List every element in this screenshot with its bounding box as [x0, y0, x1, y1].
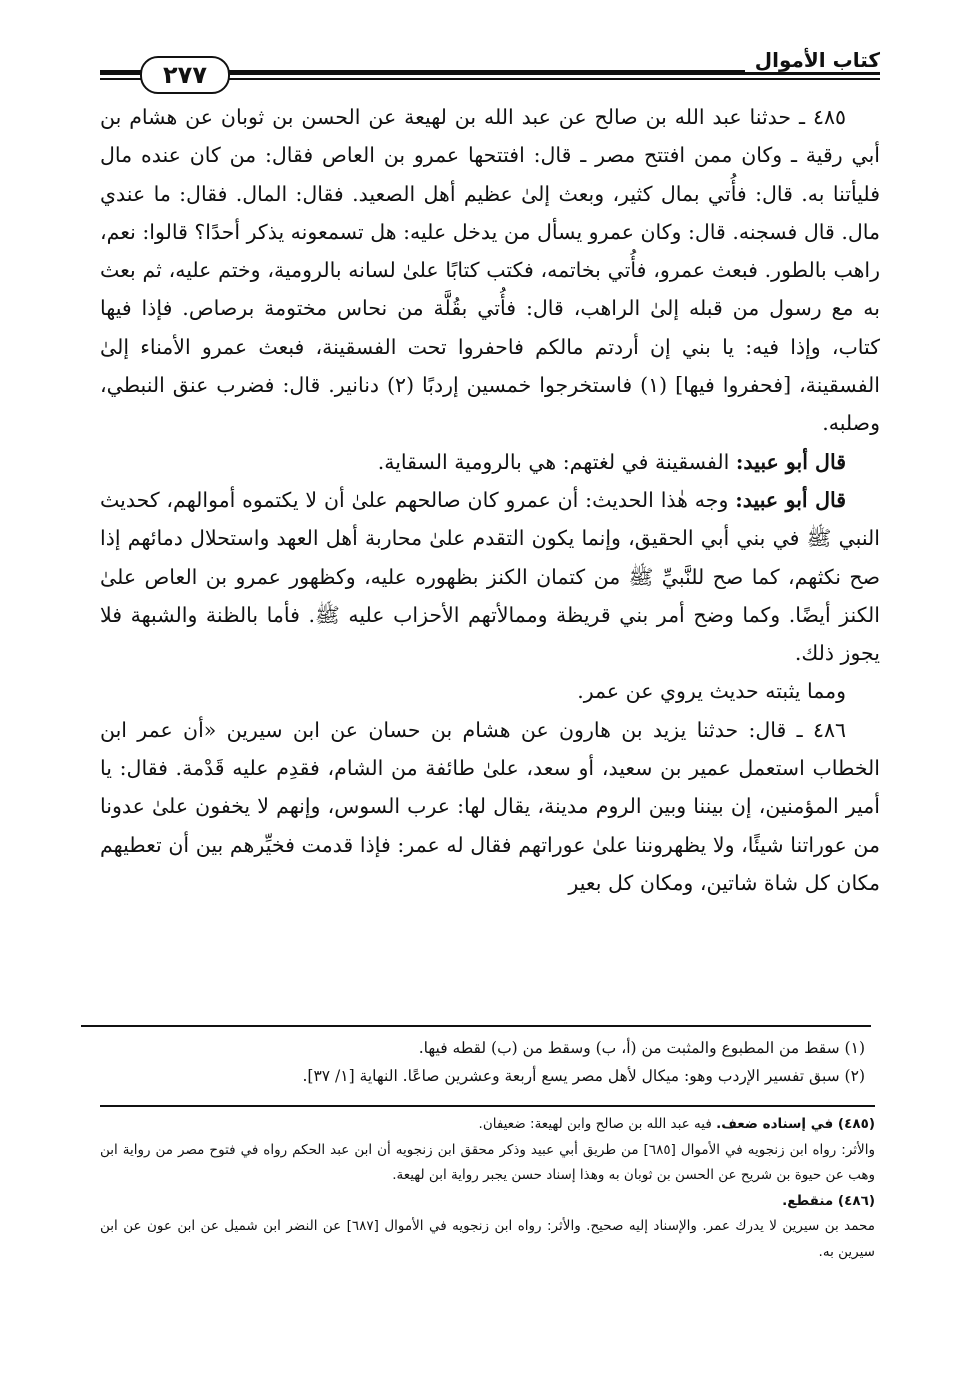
note-486-grade — [100, 1189, 875, 1215]
editor-notes — [100, 1112, 875, 1265]
hadith-485 — [100, 98, 880, 443]
para-text: ٤٨٦ ـ قال: حدثنا يزيد بن هارون عن هشام بن حسان عن ابن سيرين «أن عمر ابن الخطاب استعمل عمير بن سعيد، أو سعد، علىٰ طائفة من الشام، فقدِم عليه قَدْمة. فقال: يا أمير المؤمنين، إن بيننا وبين الروم مدينة، يقال لها: عرب السوس، وإنهم لا يخفون علىٰ عدونا من عوراتنا شيئًا، ولا يظهروننا علىٰ عوراتهم فقال له عمر: فإذا قدمت فخيِّرهم بين أن تعطيهم مكان كل شاة شاتين، ومكان كل بعير — [100, 717, 880, 895]
book-title: كتاب الأموال — [745, 48, 880, 72]
page-header — [100, 48, 880, 98]
para-text: وجه هٰذا الحديث: أن عمرو كان صالحهم علىٰ أن لا يكتموه أموالهم، كحديث النبي ﷺ في بني أبي الحقيق، وإنما يكون التقدم علىٰ محاربة أهل العهد واستحلال دمائهم إذا صح نكثهم، كما صح للنَّبيِّ ﷺ من كتمان الكنز بظهوره عليه، وكظهور عمرو بن العاص علىٰ الكنز أيضًا. وكما وضح أمر بني قريظة وممالأتهم الأحزاب عليه ﷺ. فأما بالظنة والشبهة فلا يجوز ذلك. — [100, 487, 880, 666]
page-number: ٢٧٧ — [140, 56, 230, 94]
para-text: ٤٨٥ ـ حدثنا عبد الله بن صالح عن عبد الله بن لهيعة عن الحسن بن ثوبان عن هشام بن أبي رقية ـ وكان ممن افتتح مصر ـ قال: افتتحها عمرو بن العاص فقال: من كان عنده مال فليأتنا به. قال: فأُتي بمال كثير، وبعث إلىٰ عظيم أهل الصعيد. فقال: المال. فقال: ما عندي مال. قال فسجنه. قال: وكان عمرو يسأل من يدخل عليه: هل تسمعونه يذكر أحدًا؟ قالوا: نعم، راهب بالطور. فبعث عمرو، فأُتي بخاتمه، فكتب كتابًا علىٰ لسانه بالرومية، وختم عليه، ثم بعث به مع رسول من قبله إلىٰ الراهب، قال: فأُتي بقُلَّة من نحاس مختومة برصاص. فإذا فيها كتاب، وإذا فيه: يا بني إن أردتم مالكم فاحفروا تحت الفسقينة، فبعث عمرو الأمناء إلىٰ الفسقينة، [فحفروا فيها] (١) فاستخرجوا خمسين إردبًا (٢) دنانير. قال: فضرب عنق النبطي، وصلبه. — [100, 105, 881, 436]
para-label: قال أبو عبيد: — [735, 449, 846, 474]
abu-ubaid-note-2 — [100, 481, 880, 672]
note-label: (٤٨٦) منقطع. — [782, 1192, 875, 1209]
footnote-separator — [81, 1025, 871, 1027]
transition-line — [100, 672, 880, 710]
para-text: ومما يثبته حديث يروي عن عمر. — [577, 679, 846, 704]
note-text: فيه عبد الله بن صالح وابن لهيعة: ضعيفان. — [478, 1116, 717, 1132]
note-486-source — [100, 1214, 875, 1265]
footnote-1: (١) سقط من المطبوع والمثبت من (أ، ب) وسقط من (ب) لقطه فيها. — [418, 1039, 865, 1057]
note-text: محمد بن سيرين لا يدرك عمر. والإسناد إليه صحيح. والأثر: رواه ابن زنجويه في الأموال [٦٨٧] عن النضر ابن شميل عن ابن عون عن ابن سيرين به. — [100, 1218, 875, 1260]
footnote-2: (٢) سبق تفسير الإردب وهو: ميكال لأهل مصر يسع أربعة وعشرين صاعًا. النهاية [١/ ٣٧]. — [302, 1067, 865, 1085]
note-text: والأثر: رواه ابن زنجويه في الأموال [٦٨٥] من طريق أبي عبيد وذكر محقق ابن زنجويه أن ابن عبد الحكم رواه في فتوح مصر من رواية ابن وهب عن حيوة بن شريح عن الحسن بن ثوبان به وهذا إسناد حسن يجبر رواية ابن لهيعة. — [100, 1141, 876, 1183]
para-label: قال أبو عبيد: — [735, 487, 847, 512]
note-label: (٤٨٥) في إسناده ضعف. — [716, 1116, 875, 1132]
main-text — [100, 98, 880, 902]
para-text: الفسقينة في لغتهم: هي بالرومية السقاية. — [377, 449, 736, 474]
note-485-grade — [100, 1112, 875, 1138]
abu-ubaid-note-1 — [100, 443, 880, 481]
footnotes — [100, 1034, 865, 1090]
hadith-486 — [100, 711, 880, 902]
note-485-source — [100, 1138, 875, 1189]
notes-separator — [100, 1105, 875, 1107]
